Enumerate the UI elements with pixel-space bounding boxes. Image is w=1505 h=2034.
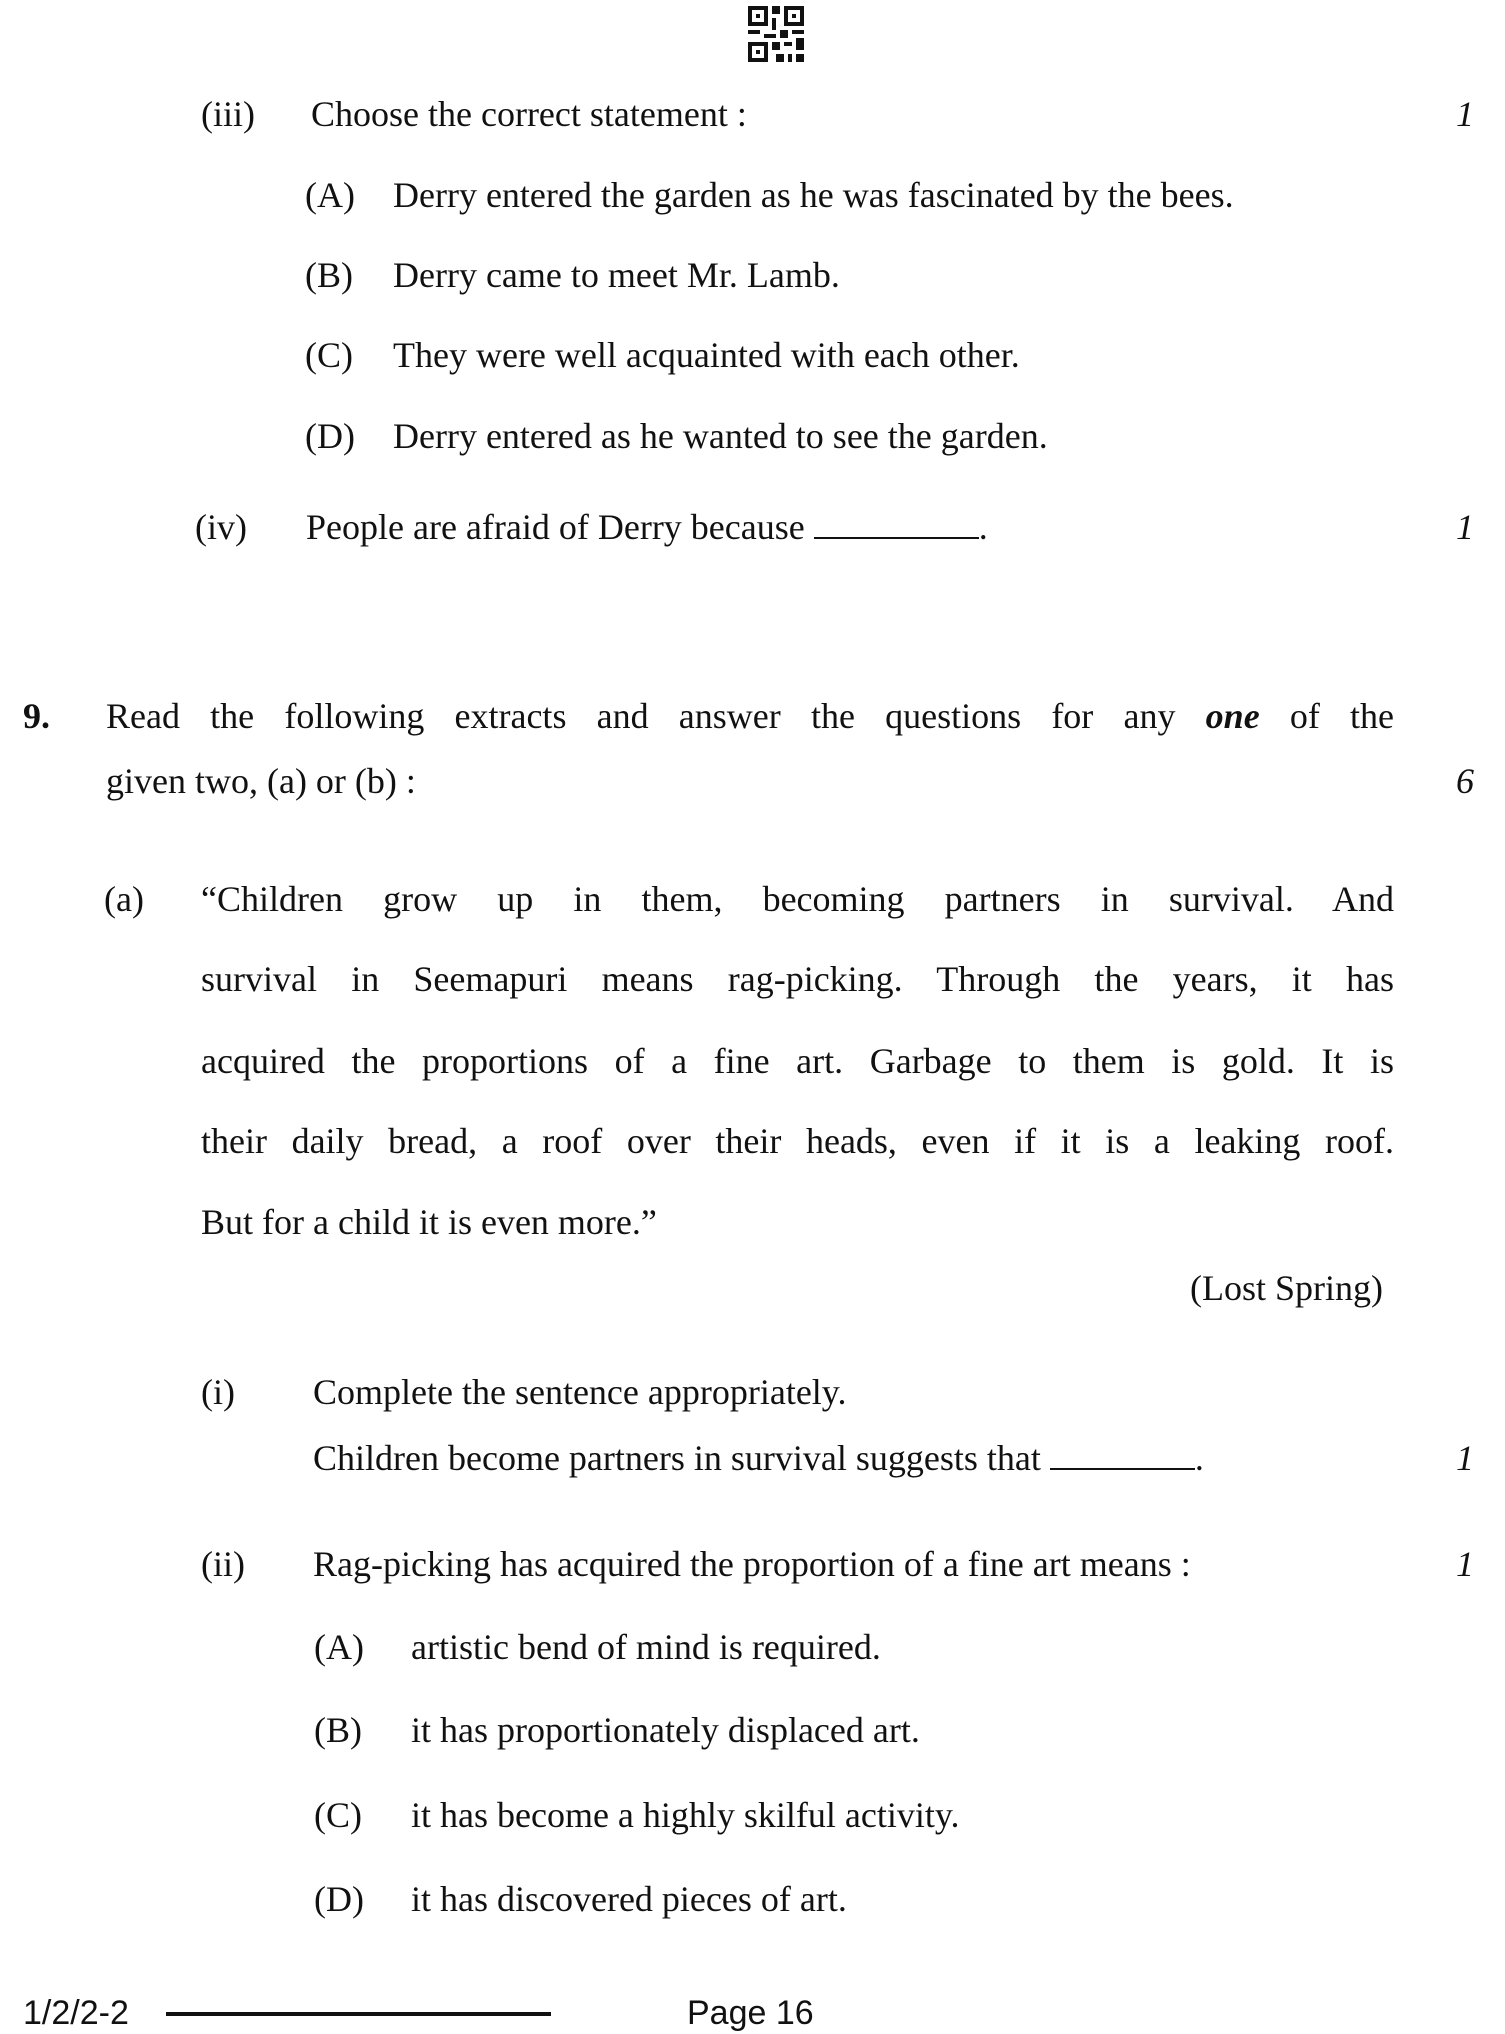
marks: 1 xyxy=(1456,94,1474,134)
question-text: Read the following extracts and answer the questions for any one of the xyxy=(106,696,1395,736)
option-text: artistic bend of mind is required. xyxy=(411,1627,881,1667)
extract-line: acquired the proportions of a fine art. Garbage to them is gold. It is xyxy=(201,1041,1394,1081)
option-text: They were well acquainted with each other. xyxy=(393,335,1020,375)
question-text: Rag-picking has acquired the proportion of a fine art means : xyxy=(313,1544,1191,1584)
subquestion-number: (i) xyxy=(201,1372,235,1412)
extract-line: But for a child it is even more.” xyxy=(201,1202,657,1242)
footer-divider xyxy=(166,2012,551,2016)
option-text: Derry entered as he wanted to see the garden. xyxy=(393,416,1048,456)
option-text: Derry came to meet Mr. Lamb. xyxy=(393,255,840,295)
marks: 6 xyxy=(1456,761,1474,801)
marks: 1 xyxy=(1456,1438,1474,1478)
part-label: (a) xyxy=(104,879,144,919)
extract-line: their daily bread, a roof over their heads, even if it is a leaking roof. xyxy=(201,1121,1394,1161)
answer-blank xyxy=(1050,1440,1195,1470)
subquestion-number: (iii) xyxy=(201,94,255,134)
question-text: Children become partners in survival suggests that . xyxy=(313,1438,1204,1478)
option-label: (D) xyxy=(305,416,355,456)
qr-code-icon xyxy=(748,6,804,62)
marks: 1 xyxy=(1456,507,1474,547)
option-label: (C) xyxy=(314,1795,362,1835)
subquestion-number: (ii) xyxy=(201,1544,245,1584)
page-number: Page 16 xyxy=(687,1994,814,2032)
paper-code: 1/2/2-2 xyxy=(23,1994,129,2032)
marks: 1 xyxy=(1456,1544,1474,1584)
question-text: Complete the sentence appropriately. xyxy=(313,1372,847,1412)
question-text-line2: given two, (a) or (b) : xyxy=(106,761,416,801)
option-text: it has discovered pieces of art. xyxy=(411,1879,847,1919)
option-label: (B) xyxy=(314,1710,362,1750)
option-label: (D) xyxy=(314,1879,364,1919)
option-label: (B) xyxy=(305,255,353,295)
extract-line: survival in Seemapuri means rag-picking. Through the years, it has xyxy=(201,959,1394,999)
option-text: Derry entered the garden as he was fascinated by the bees. xyxy=(393,175,1234,215)
extract-source: (Lost Spring) xyxy=(1190,1268,1383,1308)
option-text: it has become a highly skilful activity. xyxy=(411,1795,960,1835)
option-label: (A) xyxy=(314,1627,364,1667)
extract-line: “Children grow up in them, becoming partners in survival. And xyxy=(201,879,1394,919)
subquestion-number: (iv) xyxy=(195,507,247,547)
option-label: (A) xyxy=(305,175,355,215)
question-number: 9. xyxy=(23,696,50,736)
answer-blank xyxy=(814,509,979,539)
question-text: Choose the correct statement : xyxy=(311,94,747,134)
option-label: (C) xyxy=(305,335,353,375)
question-text: People are afraid of Derry because . xyxy=(306,507,988,547)
option-text: it has proportionately displaced art. xyxy=(411,1710,920,1750)
